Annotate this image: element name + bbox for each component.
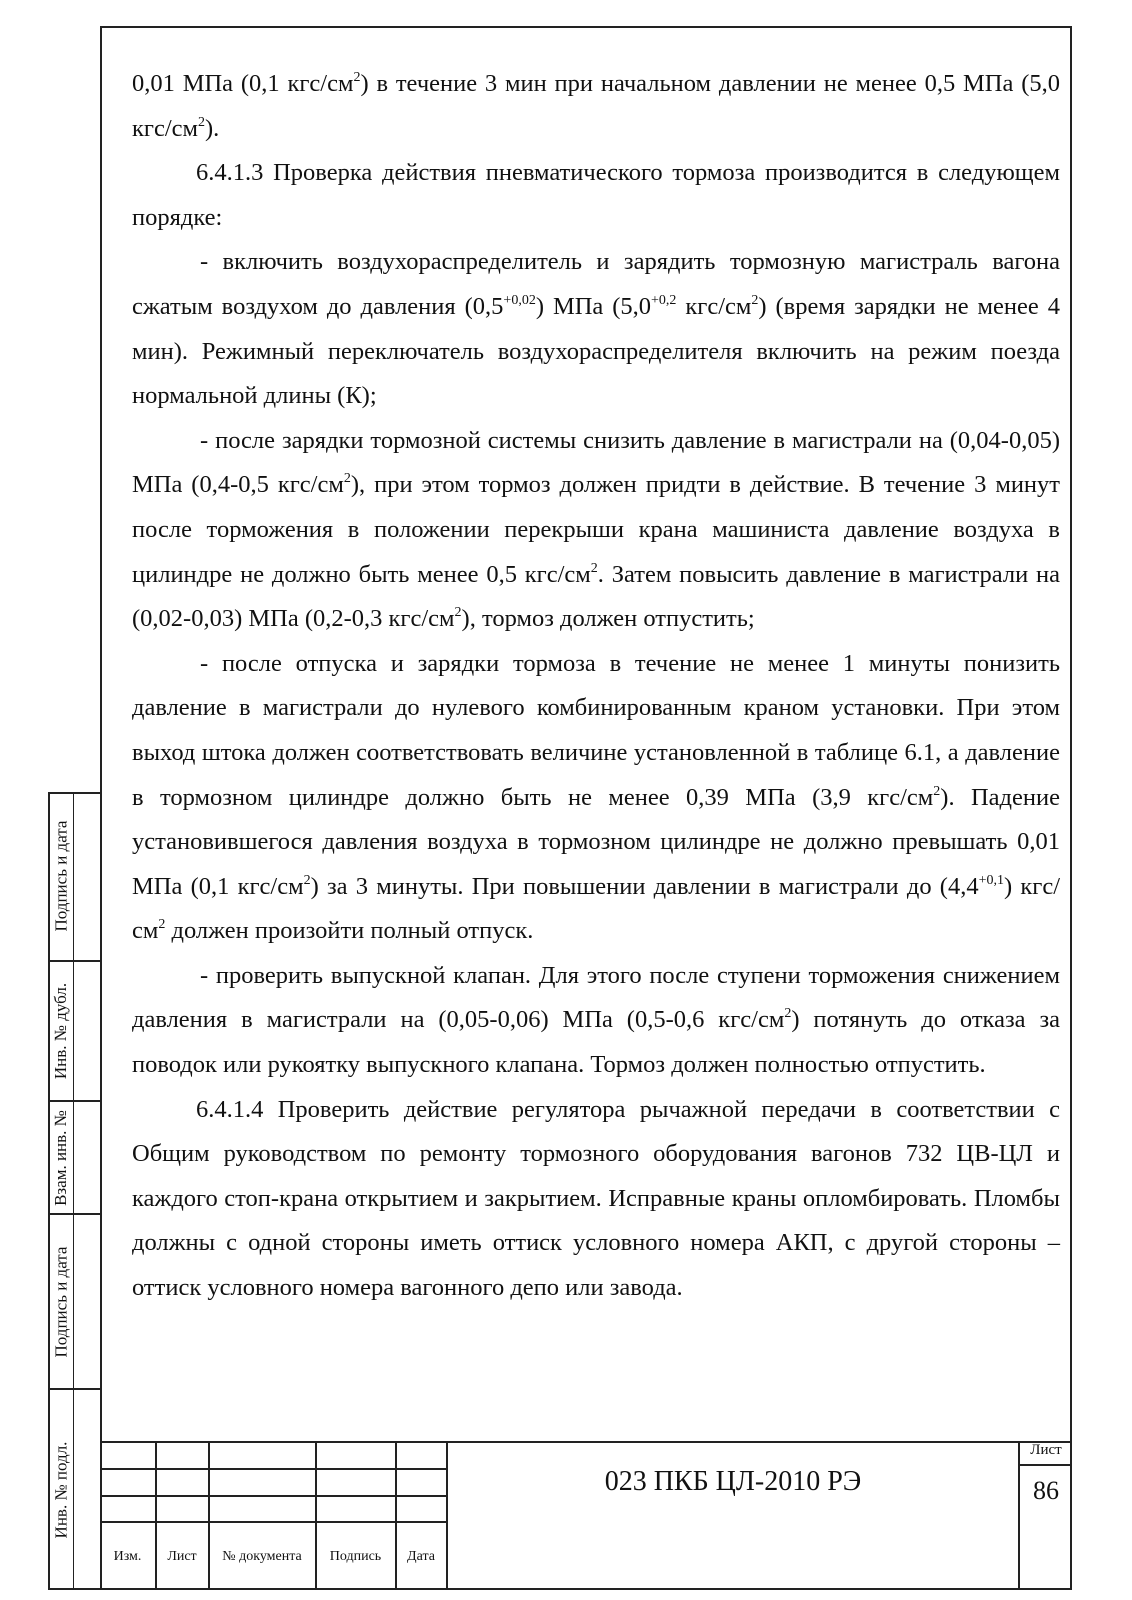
paragraph-pressure-check: 0,01 МПа (0,1 кгс/$см^2$) в течение 3 мин при начальном давлении не менее 0,5 МПа (5,0 кгс/$см^2$). [132, 70, 1060, 142]
side-label-signature-date-2: Подпись и дата [51, 1246, 70, 1357]
paragraph-6-4-1-3: 6.4.1.3 Проверка действия пневматического тормоза производится в следующем порядке: [132, 159, 1060, 231]
side-label-dup-inv: Инв. № дубл. [51, 982, 71, 1080]
title-col-date: Дата [407, 1548, 435, 1564]
document-body [132, 62, 1060, 1311]
side-label-signature-date-1: Подпись и дата [51, 820, 70, 932]
title-col-doc-number: № документа [222, 1548, 302, 1564]
title-col-change: Изм. [113, 1548, 142, 1564]
side-label-orig-inv: Инв. № подл. [51, 1441, 70, 1539]
list-item-release-valve: - проверить выпускной клапан. Для этого после ступени торможения снижением давления в магистрали на (0,05-0,06) МПа (0,5-0,6 кгс/$см^2$) потянуть до отказа за поводок или рукоятку выпускного клапана. Тормоз должен полностью отпустить. [132, 961, 1060, 1079]
list-item-release-check: - после отпуска и зарядки тормоза в течение не менее 1 минуты понизить давление в магистрали до нулевого комбинированным краном установки. При этом выход штока должен соответствовать величине установленной в таблице 6.1, а давление в тормозном цилиндре должно быть не менее 0,39 МПа (3,9 кгс/$см^2$). Падение установившегося давления воздуха в тормозном цилиндре не должно превышать 0,01 МПа (0,1 кгс/$см^2$) за 3 минуты. При повышении давлении в магистрали до $(4,4^{+0,1})$ кгс/$см^2$ должен произойти полный отпуск. [132, 649, 1060, 945]
list-item-charge-line: - включить воздухораспределитель и зарядить тормозную магистраль вагона сжатым воздухом до давления $(0,5^{+0,02})$ МПа ($5,0^{+0,2}$ кгс/$см^2$) (время зарядки не менее 4 мин). Режимный переключатель воздухораспределителя включить на режим поезда нормальной длины (К); [132, 248, 1060, 410]
title-col-sheet: Лист [167, 1548, 197, 1564]
sheet-number: 86 [1033, 1476, 1059, 1505]
paragraph-6-4-1-4: 6.4.1.4 Проверить действие регулятора рычажной передачи в соответствии с Общим руководством по ремонту тормозного оборудования вагонов 732 ЦВ-ЦЛ и каждого стоп-крана открытием и закрытием. Исправные краны опломбировать. Пломбы должны с одной стороны иметь оттиск условного номера АКП, с другой стороны – оттиск условного номера вагонного депо или завода. [132, 1095, 1060, 1302]
title-col-signature: Подпись [329, 1548, 382, 1564]
sheet-label: Лист [1030, 1442, 1062, 1458]
side-label-replace-inv: Взам. инв. № [51, 1109, 70, 1206]
list-item-reduce-pressure: - после зарядки тормозной системы снизить давление в магистрали на (0,04-0,05) МПа (0,4-0,5 кгс/$см^2$), при этом тормоз должен придти в действие. В течение 3 минут после торможения в положении перекрыши крана машиниста давление воздуха в цилиндре не должно быть менее 0,5 кгс/$см^2$. Затем повысить давление в магистрали на (0,02-0,03) МПа (0,2-0,3 кгс/$см^2$), тормоз должен отпустить; [132, 426, 1060, 633]
document-code: 023 ПКБ ЦЛ-2010 РЭ [604, 1466, 862, 1497]
